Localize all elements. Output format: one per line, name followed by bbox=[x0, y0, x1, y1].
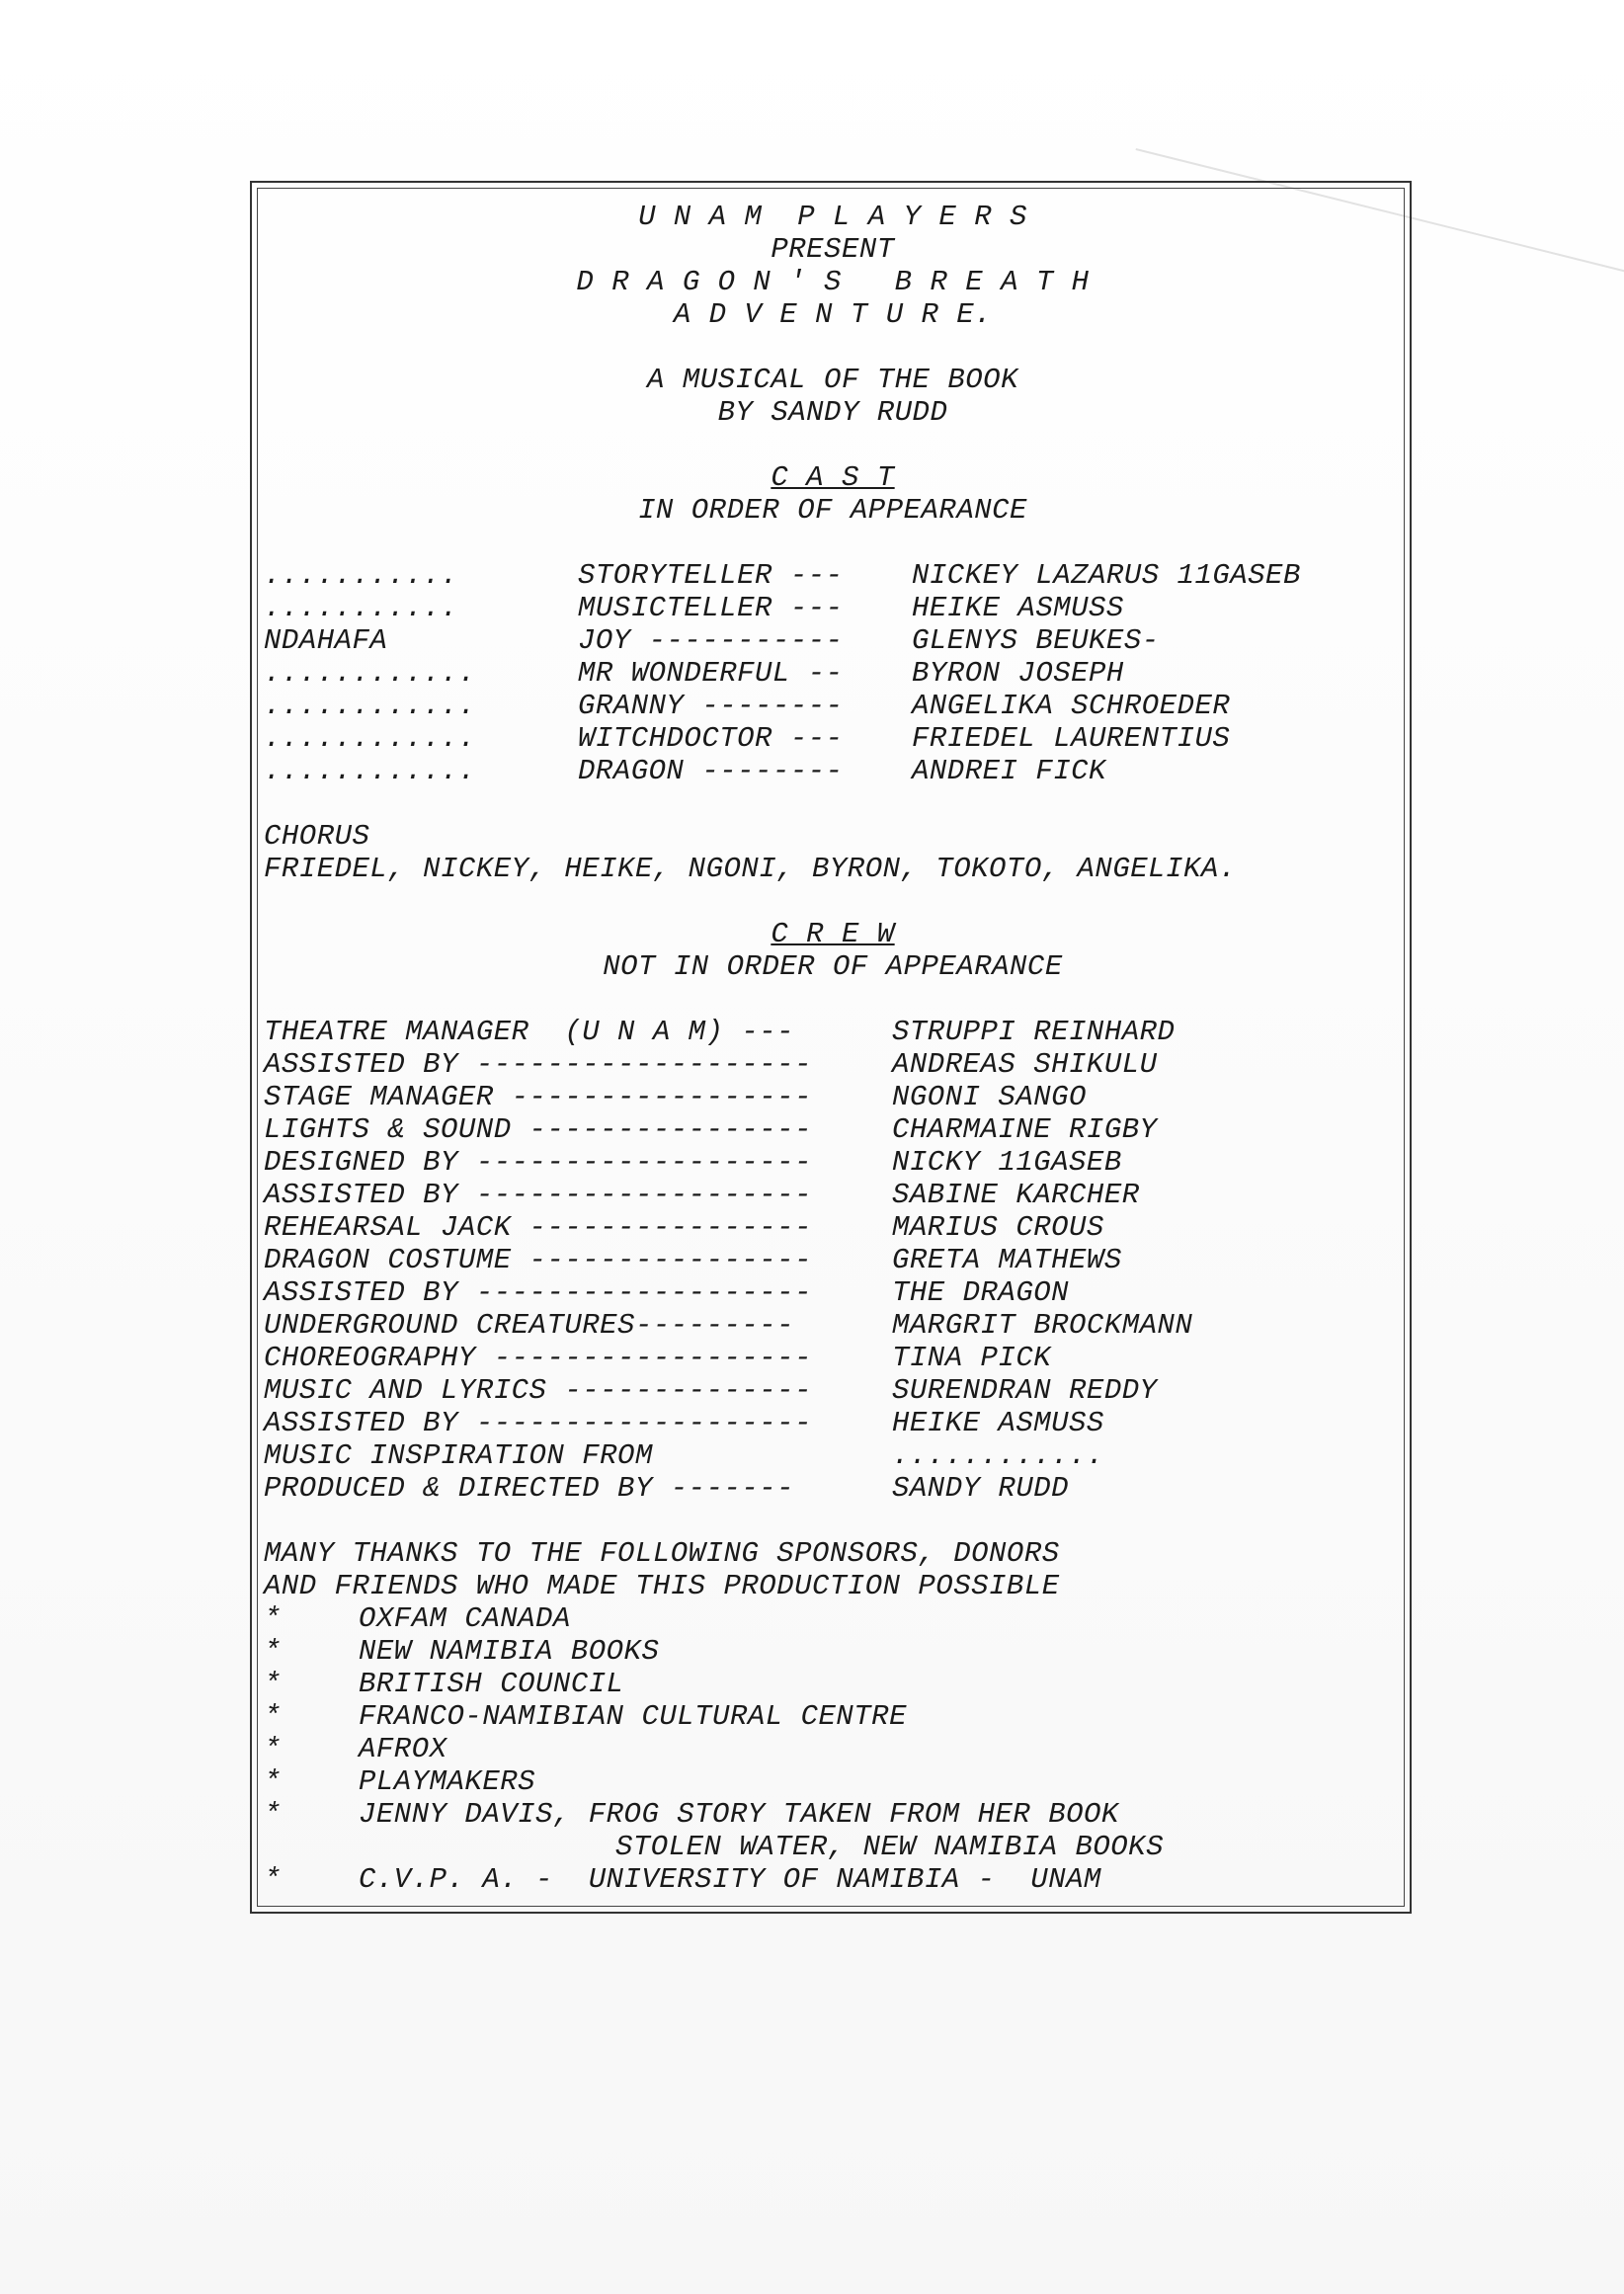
crew-role: STAGE MANAGER ----------------- bbox=[264, 1081, 812, 1113]
subtitle-line-2: BY SANDY RUDD bbox=[717, 396, 948, 429]
bullet-asterisk: * bbox=[264, 1798, 282, 1831]
crew-role: CHOREOGRAPHY ------------------ bbox=[264, 1342, 812, 1374]
crew-role: DRAGON COSTUME ---------------- bbox=[264, 1244, 812, 1276]
crew-role: PRODUCED & DIRECTED BY ------- bbox=[264, 1472, 795, 1505]
crew-name: SANDY RUDD bbox=[892, 1472, 1070, 1505]
cast-row-left: NDAHAFA bbox=[264, 624, 388, 657]
bullet-asterisk: * bbox=[264, 1668, 282, 1700]
cast-row-actor: GLENYS BEUKES- bbox=[912, 624, 1160, 657]
crew-role: ASSISTED BY ------------------- bbox=[264, 1276, 812, 1309]
crew-role: ASSISTED BY ------------------- bbox=[264, 1407, 812, 1439]
crew-role: REHEARSAL JACK ---------------- bbox=[264, 1211, 812, 1244]
crew-name: MARIUS CROUS bbox=[892, 1211, 1104, 1244]
title-line-1: U N A M P L A Y E R S bbox=[638, 201, 1027, 233]
crew-role: DESIGNED BY ------------------- bbox=[264, 1146, 812, 1179]
crew-name: ANDREAS SHIKULU bbox=[892, 1048, 1158, 1081]
cast-row-actor: BYRON JOSEPH bbox=[912, 657, 1124, 690]
crew-name: CHARMAINE RIGBY bbox=[892, 1113, 1158, 1146]
chorus-names: FRIEDEL, NICKEY, HEIKE, NGONI, BYRON, TOKOTO, ANGELIKA. bbox=[264, 853, 1237, 885]
sponsor-name: NEW NAMIBIA BOOKS bbox=[359, 1635, 660, 1668]
cast-row-role: STORYTELLER --- bbox=[578, 559, 844, 592]
cast-subheading: IN ORDER OF APPEARANCE bbox=[638, 494, 1027, 527]
cast-row-role: GRANNY -------- bbox=[578, 690, 844, 722]
crew-role: THEATRE MANAGER (U N A M) --- bbox=[264, 1016, 795, 1048]
crew-subheading: NOT IN ORDER OF APPEARANCE bbox=[603, 950, 1063, 983]
crew-heading: C R E W bbox=[771, 918, 895, 950]
cast-row-role: MUSICTELLER --- bbox=[578, 592, 844, 624]
sponsor-name: OXFAM CANADA bbox=[359, 1602, 571, 1635]
cast-row-left: ........... bbox=[264, 592, 458, 624]
subtitle-line-1: A MUSICAL OF THE BOOK bbox=[647, 364, 1018, 396]
thanks-line-1: MANY THANKS TO THE FOLLOWING SPONSORS, DONORS bbox=[264, 1537, 1060, 1570]
cast-row-actor: FRIEDEL LAURENTIUS bbox=[912, 722, 1231, 755]
sponsor-name: PLAYMAKERS bbox=[359, 1765, 536, 1798]
sponsor-name: BRITISH COUNCIL bbox=[359, 1668, 624, 1700]
crew-name: THE DRAGON bbox=[892, 1276, 1070, 1309]
crew-name: ............ bbox=[892, 1439, 1104, 1472]
thanks-line-2: AND FRIENDS WHO MADE THIS PRODUCTION POSSIBLE bbox=[264, 1570, 1060, 1602]
crew-name: NGONI SANGO bbox=[892, 1081, 1087, 1113]
bullet-asterisk: * bbox=[264, 1700, 282, 1733]
crew-role: ASSISTED BY ------------------- bbox=[264, 1179, 812, 1211]
sponsor-name: FRANCO-NAMIBIAN CULTURAL CENTRE bbox=[359, 1700, 907, 1733]
bullet-asterisk: * bbox=[264, 1733, 282, 1765]
cast-row-left: ............ bbox=[264, 690, 476, 722]
bullet-asterisk: * bbox=[264, 1863, 282, 1896]
sponsor-name: C.V.P. A. - UNIVERSITY OF NAMIBIA - UNAM bbox=[359, 1863, 1101, 1896]
cast-row-left: ............ bbox=[264, 722, 476, 755]
crew-name: SABINE KARCHER bbox=[892, 1179, 1140, 1211]
cast-row-actor: HEIKE ASMUSS bbox=[912, 592, 1124, 624]
bullet-asterisk: * bbox=[264, 1635, 282, 1668]
title-line-4: A D V E N T U R E. bbox=[673, 298, 993, 331]
cast-row-actor: ANGELIKA SCHROEDER bbox=[912, 690, 1231, 722]
crew-name: HEIKE ASMUSS bbox=[892, 1407, 1104, 1439]
sponsor-name: JENNY DAVIS, FROG STORY TAKEN FROM HER BOOK bbox=[359, 1798, 1119, 1831]
crew-name: GRETA MATHEWS bbox=[892, 1244, 1122, 1276]
crew-role: LIGHTS & SOUND ---------------- bbox=[264, 1113, 812, 1146]
programme-frame bbox=[250, 181, 1412, 1914]
crew-name: MARGRIT BROCKMANN bbox=[892, 1309, 1193, 1342]
cast-row-actor: NICKEY LAZARUS 11GASEB bbox=[912, 559, 1301, 592]
crew-name: NICKY 11GASEB bbox=[892, 1146, 1122, 1179]
crew-role: MUSIC INSPIRATION FROM bbox=[264, 1439, 653, 1472]
title-line-2: PRESENT bbox=[771, 233, 895, 266]
bullet-asterisk: * bbox=[264, 1765, 282, 1798]
cast-row-left: ........... bbox=[264, 559, 458, 592]
crew-role: MUSIC AND LYRICS -------------- bbox=[264, 1374, 812, 1407]
cast-row-left: ............ bbox=[264, 657, 476, 690]
cast-row-role: MR WONDERFUL -- bbox=[578, 657, 844, 690]
bullet-asterisk: * bbox=[264, 1602, 282, 1635]
crew-name: TINA PICK bbox=[892, 1342, 1052, 1374]
sponsor-continuation: STOLEN WATER, NEW NAMIBIA BOOKS bbox=[615, 1831, 1164, 1863]
cast-heading: C A S T bbox=[771, 461, 895, 494]
crew-role: ASSISTED BY ------------------- bbox=[264, 1048, 812, 1081]
cast-row-left: ............ bbox=[264, 755, 476, 787]
cast-row-role: DRAGON -------- bbox=[578, 755, 844, 787]
crew-role: UNDERGROUND CREATURES--------- bbox=[264, 1309, 795, 1342]
crew-name: STRUPPI REINHARD bbox=[892, 1016, 1176, 1048]
cast-row-role: WITCHDOCTOR --- bbox=[578, 722, 844, 755]
crew-name: SURENDRAN REDDY bbox=[892, 1374, 1158, 1407]
cast-row-role: JOY ----------- bbox=[578, 624, 844, 657]
cast-row-actor: ANDREI FICK bbox=[912, 755, 1106, 787]
title-line-3: D R A G O N ' S B R E A T H bbox=[576, 266, 1090, 298]
chorus-label: CHORUS bbox=[264, 820, 370, 853]
sponsor-name: AFROX bbox=[359, 1733, 447, 1765]
